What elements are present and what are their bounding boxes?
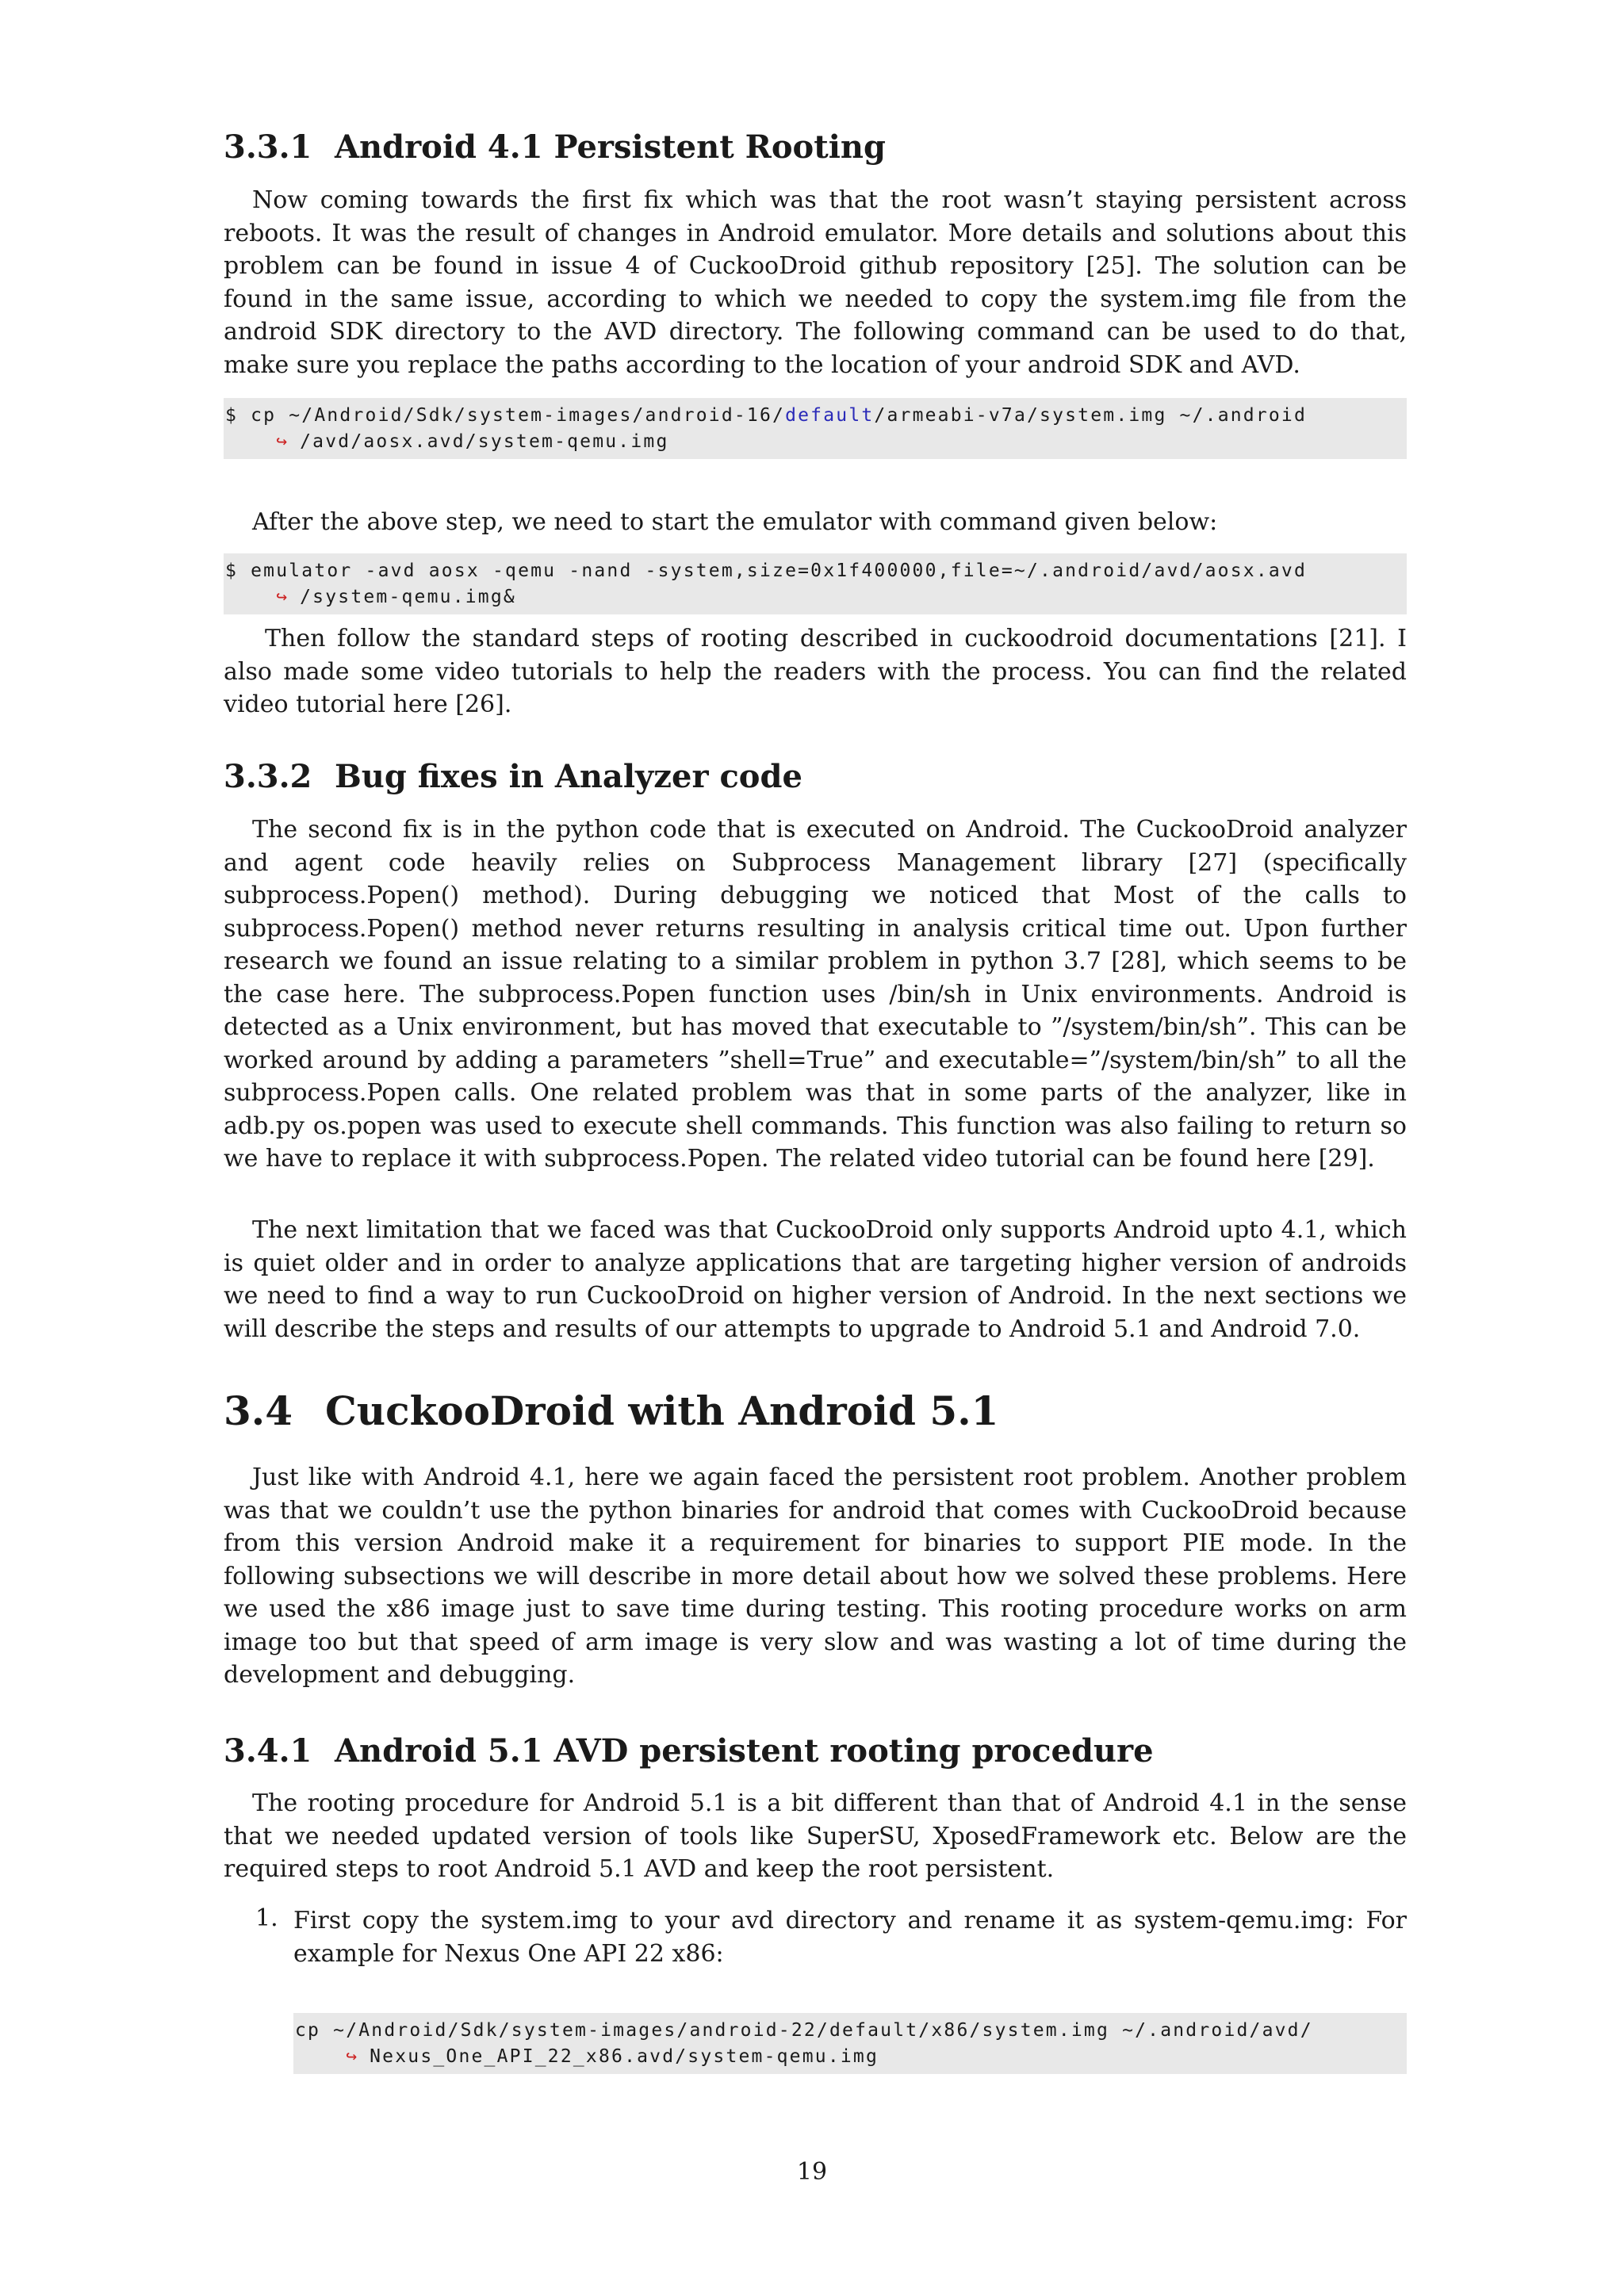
section-title: Android 5.1 AVD persistent rooting procedure (335, 1732, 1154, 1770)
section-3-4-heading (224, 1387, 1407, 1435)
code-line-1: $ emulator -avd aosx -qemu -nand -system,size=0x1f400000,file=~/.android/avd/aosx.avd (225, 561, 1308, 581)
section-title: CuckooDroid with Android 5.1 (325, 1387, 999, 1434)
code-line-1-suffix: /armeabi-v7a/system.img ~/.android (874, 405, 1308, 426)
section-3-4-1-paragraph-1 (224, 1787, 1407, 1886)
code-line-2: Nexus_One_API_22_x86.avd/system-qemu.img (370, 2046, 879, 2067)
code-block-copy-system-img-22 (293, 2013, 1407, 2074)
line-continuation-arrow-icon: ↪ (276, 587, 288, 607)
section-3-3-1-heading (224, 128, 1407, 166)
code-line-2: /avd/aosx.avd/system-qemu.img (300, 431, 669, 452)
page-number: 19 (796, 2158, 828, 2186)
section-3-4-paragraph-1 (224, 1461, 1407, 1692)
section-number: 3.3.1 (224, 128, 312, 166)
paragraph: The rooting procedure for Android 5.1 is a bit different than that of Android 4.1 in the sense that we needed updated version of tools like SuperSU, XposedFramework etc. Below are the required steps to root Android 5.1 AVD and keep the root persistent. (224, 1789, 1407, 1883)
list-item-text: First copy the system.img to your avd directory and rename it as system-qemu.img: For example for Nexus One API 22 x86: (293, 1907, 1407, 1968)
section-3-3-2-heading (224, 758, 1407, 796)
section-3-4-1-heading (224, 1732, 1407, 1770)
code-line-2: /system-qemu.img& (300, 587, 516, 607)
section-title: Bug fixes in Analyzer code (335, 758, 802, 795)
section-3-3-2-paragraph-1 (224, 813, 1407, 1176)
code-line-1: cp ~/Android/Sdk/system-images/android-22/default/x86/system.img ~/.android/avd/ (295, 2020, 1313, 2041)
list-item-number: 1. (255, 1904, 278, 1932)
section-number: 3.4.1 (224, 1732, 312, 1770)
list-item (293, 1904, 1407, 1970)
section-3-3-1-paragraph-3 (224, 622, 1407, 721)
paragraph: After the above step, we need to start the emulator with command given below: (252, 508, 1218, 536)
paragraph: Then follow the standard steps of rooting described in cuckoodroid documentations [21]. I also made some video tutorials to help the readers with the process. You can find the related video tutorial here [26]. (224, 625, 1407, 718)
paragraph: The second fix is in the python code that is executed on Android. The CuckooDroid analyzer and agent code heavily relies on Subprocess Management library [27] (specifically subprocess.Popen() method). During debugging we noticed that Most of the calls to subprocess.Popen() method never returns resulting in analysis critical time out. Upon further research we found an issue relating to a similar problem in python 3.7 [28], which seems to be the case here. The subprocess.Popen function uses /bin/sh in Unix environments. Android is detected as a Unix environment, but has moved that executable to ”/system/bin/sh”. This can be worked around by adding a parameters ”shell=True” and executable=”/system/bin/sh” to all the subprocess.Popen calls. One related problem was that in some parts of the analyzer, like in adb.py os.popen was used to execute shell commands. This function was also failing to return so we have to replace it with subprocess.Popen. The related video tutorial can be found here [29]. (224, 816, 1407, 1173)
paragraph: The next limitation that we faced was that CuckooDroid only supports Android upto 4.1, which is quiet older and in order to analyze applications that are targeting higher version of androids we need to find a way to run CuckooDroid on higher version of Android. In the next sections we will describe the steps and results of our attempts to upgrade to Android 5.1 and Android 7.0. (224, 1216, 1407, 1343)
line-continuation-arrow-icon: ↪ (346, 2046, 358, 2067)
line-continuation-arrow-icon: ↪ (276, 431, 288, 452)
section-number: 3.4 (224, 1387, 293, 1434)
section-3-3-2-paragraph-2 (224, 1214, 1407, 1345)
section-number: 3.3.2 (224, 758, 312, 795)
code-block-copy-system-img (224, 398, 1407, 459)
paragraph: Just like with Android 4.1, here we again faced the persistent root problem. Another problem was that we couldn’t use the python binaries for android that comes with CuckooDroid because from this version Android make it a requirement for binaries to support PIE mode. In the following subsections we will describe in more detail about how we solved these problems. Here we used the x86 image just to save time during testing. This rooting procedure works on arm image too but that speed of arm image is very slow and was wasting a lot of time during the development and debugging. (224, 1464, 1407, 1689)
section-3-3-1-paragraph-2 (224, 506, 1407, 539)
section-title: Android 4.1 Persistent Rooting (335, 128, 886, 166)
paragraph: Now coming towards the first fix which was that the root wasn’t staying persistent across reboots. It was the result of changes in Android emulator. More details and solutions about this problem can be found in issue 4 of CuckooDroid github repository [25]. The solution can be found in the same issue, according to which we needed to copy the system.img file from the android SDK directory to the AVD directory. The following command can be used to do that, make sure you replace the paths according to the location of your android SDK and AVD. (224, 186, 1407, 379)
code-block-start-emulator (224, 553, 1407, 614)
code-keyword-default: default (785, 405, 875, 426)
section-3-3-1-paragraph-1 (224, 184, 1407, 381)
code-line-1-prefix: $ cp ~/Android/Sdk/system-images/android-16/ (225, 405, 786, 426)
